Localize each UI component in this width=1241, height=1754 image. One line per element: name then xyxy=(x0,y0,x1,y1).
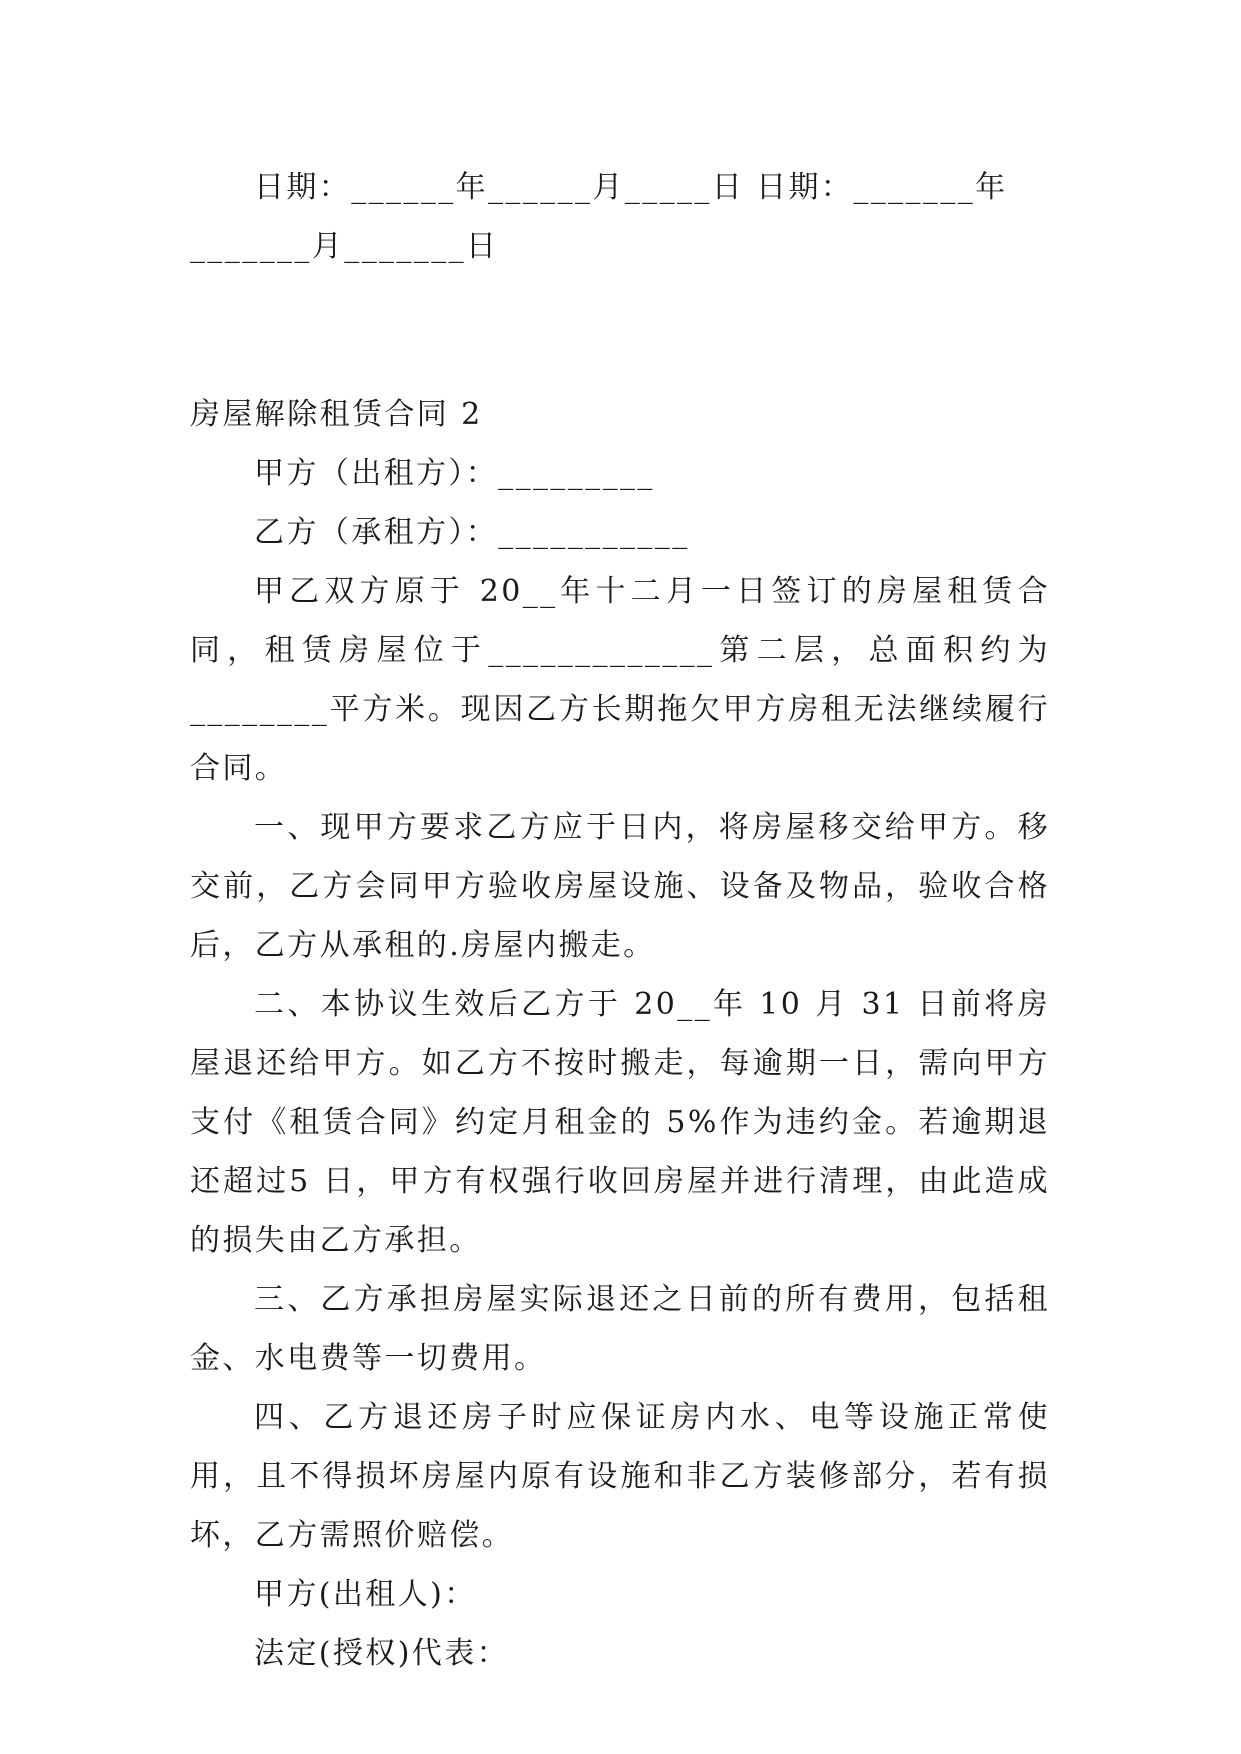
document-title: 房屋解除租赁合同 2 xyxy=(190,397,483,432)
date-line-2: _______月_______日 xyxy=(190,229,499,264)
party-a-line: 甲方（出租方）：_________ xyxy=(254,456,655,491)
party-b-line: 乙方（承租方）：___________ xyxy=(254,515,690,550)
signature-lessor: 甲方(出租人)： xyxy=(254,1577,477,1612)
paragraph-clause-2: 二、本协议生效后乙方于 20__年 10 月 31 日前将房屋退还给甲方。如乙方不按时搬走，每逾期一日，需向甲方支付《租赁合同》约定月租金的 5%作为违约金。若逾期退还超过5 日，甲方有权强行收回房屋并进行清理，由此造成的损失由乙方承担。 xyxy=(190,987,1050,1258)
paragraph-clause-1: 一、现甲方要求乙方应于日内，将房屋移交给甲方。移交前，乙方会同甲方验收房屋设施、设备及物品，验收合格后，乙方从承租的.房屋内搬走。 xyxy=(190,810,1050,963)
spacer xyxy=(190,276,1050,335)
document-body xyxy=(190,158,1050,1683)
signature-representative: 法定(授权)代表： xyxy=(254,1636,510,1671)
paragraph-clause-3: 三、乙方承担房屋实际退还之日前的所有费用，包括租金、水电费等一切费用。 xyxy=(190,1282,1050,1376)
paragraph-intro: 甲乙双方原于 20__年十二月一日签订的房屋租赁合同，租赁房屋位于_____________第二层，总面积约为________平方米。现因乙方长期拖欠甲方房租无法继续履行合同。 xyxy=(190,574,1050,786)
paragraph-clause-4: 四、乙方退还房子时应保证房内水、电等设施正常使用，且不得损坏房屋内原有设施和非乙方装修部分，若有损坏，乙方需照价赔偿。 xyxy=(190,1400,1050,1553)
date-line-1: 日期：______年______月_____日 日期：_______年 xyxy=(254,170,1008,205)
